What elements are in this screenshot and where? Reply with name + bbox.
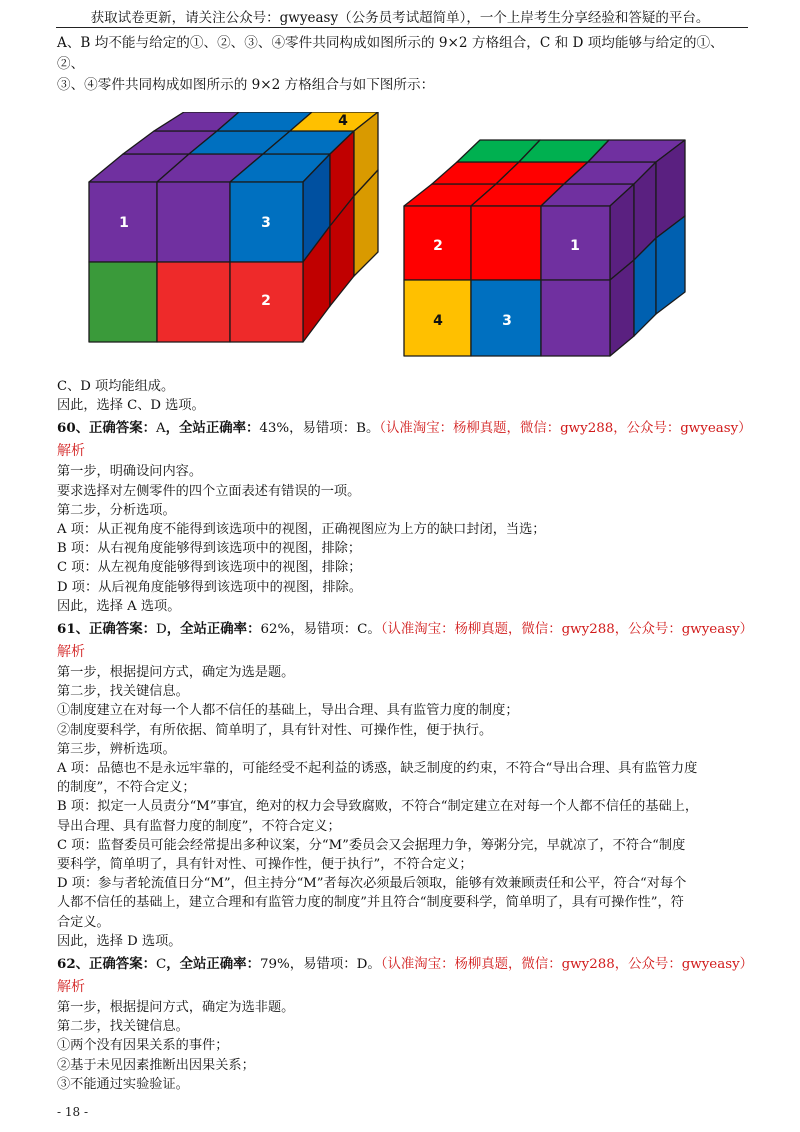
explanation-line: ①制度建立在对每一个人都不信任的基础上，导出合理、具有监管力度的制度； <box>57 703 519 719</box>
intro-line-1: A、B 均不能与给定的①、②、③、④零件共同构成如图所示的 9×2 方格组合，C 和 D 项均能够与给定的①、②、 <box>57 35 724 72</box>
explanation-line: C 项：从左视角度能够得到该选项中的视图，排除； <box>57 560 362 576</box>
q60-rate-label: ，全站正确率： <box>165 420 260 437</box>
left-front-cell <box>89 262 157 342</box>
explanation-line: ①两个没有因果关系的事件； <box>57 1038 229 1054</box>
explanation-line: C 项：监督委员可能会经常提出多种议案，分“M”委员会又会据理力争，筹粥分完，早就凉了，不符合“制度 <box>57 837 686 853</box>
q60-jiexi-heading: 解析 <box>57 443 85 460</box>
right-front-cell <box>541 280 610 356</box>
q59-tail-line-1: C、D 项均能组成。 <box>57 379 175 394</box>
q61-jiexi-heading: 解析 <box>57 644 85 661</box>
explanation-line: 因此，选择 A 选项。 <box>57 598 181 614</box>
explanation-line: 第一步，根据提问方式，确定为选非题。 <box>57 1000 295 1016</box>
explanation-line: 的制度”，不符合定义； <box>57 780 196 796</box>
left-label-1: 1 <box>119 215 129 231</box>
q61-answer: D <box>155 622 167 638</box>
q60-answer-line <box>57 418 750 439</box>
explanation-line: 第三步，辨析选项。 <box>57 741 176 757</box>
explanation-line: B 项：从右视角度能够得到该选项中的视图，排除； <box>57 541 362 557</box>
left-label-2: 2 <box>261 293 271 309</box>
explanation-line: 第二步，分析选项。 <box>57 502 176 518</box>
right-label-2: 2 <box>433 238 443 254</box>
right-front-cell <box>471 206 541 280</box>
explanation-line: 合定义。 <box>57 914 110 930</box>
explanation-line: 因此，选择 D 选项。 <box>57 933 182 949</box>
explanation-line: ③不能通过实验验证。 <box>57 1076 189 1092</box>
explanation-line: D 项：从后视角度能够得到该选项中的视图，排除。 <box>57 579 362 595</box>
q61-explanation <box>57 663 750 951</box>
cube-figure <box>57 112 750 375</box>
q61-rate-label: ，全站正确率： <box>166 621 261 638</box>
q62-label: 62、正确答案： <box>57 956 156 973</box>
q62-rate: 79% <box>259 957 290 973</box>
explanation-line: 要求选择对左侧零件的四个立面表述有错误的一项。 <box>57 483 361 499</box>
q62-answer-line <box>57 954 754 975</box>
q60-rate: 43% <box>259 421 290 437</box>
q62-wrong: ，易错项：D。 <box>289 957 381 973</box>
q62-rate-label: ，全站正确率： <box>166 956 260 973</box>
q62-explanation <box>57 998 750 1094</box>
q62-promo: （认准淘宝：杨柳真题，微信：gwy288，公众号：gwyeasy） <box>380 957 754 973</box>
explanation-line: 第一步，根据提问方式，确定为选是题。 <box>57 665 295 681</box>
explanation-line: 第一步，明确设问内容。 <box>57 464 203 480</box>
explanation-line: 第二步，找关键信息。 <box>57 684 189 700</box>
q61-rate: 62% <box>260 622 291 638</box>
explanation-line: 人都不信任的基础上，建立合理和有监管力度的制度”并且符合“制度要科学，简单明了，具有可操作性”，符 <box>57 895 684 911</box>
q59-tail-line-2: 因此，选择 C、D 选项。 <box>57 398 205 414</box>
page-header: 获取试卷更新，请关注公众号：gwyeasy（公务员考试超简单），一个上岸考生分享经验和答疑的平台。 <box>90 10 710 26</box>
q61-promo: （认准淘宝：杨柳真题，微信：gwy288，公众号：gwyeasy） <box>380 622 754 638</box>
explanation-line: A 项：从正视角度不能得到该选项中的视图，正确视图应为上方的缺口封闭，当选； <box>57 522 546 538</box>
intro-line-2: ③、④零件共同构成如图所示的 9×2 方格组合与如下图所示： <box>57 77 435 93</box>
explanation-line: 要科学，简单明了，具有针对性、可操作性，便于执行”，不符合定义； <box>57 857 473 873</box>
q60-label: 60、正确答案： <box>57 420 156 437</box>
right-label-3: 3 <box>502 313 512 329</box>
q61-label: 61、正确答案： <box>57 621 156 638</box>
header-rule <box>56 27 748 28</box>
left-front-cell <box>157 262 230 342</box>
left-label-3: 3 <box>261 215 271 231</box>
q62-jiexi-heading: 解析 <box>57 979 85 996</box>
cube-figure-svg <box>57 112 750 375</box>
right-label-1: 1 <box>570 238 580 254</box>
explanation-line: 导出合理、具有监督力度的制度”，不符合定义； <box>57 818 341 834</box>
left-front-cell <box>157 182 230 262</box>
left-label-4: 4 <box>338 113 348 129</box>
explanation-line: ②基于未见因素推断出因果关系； <box>57 1057 255 1073</box>
explanation-line: A 项：品德也不是永远牢靠的，可能经受不起利益的诱惑，缺乏制度的约束，不符合“导出合理、具有监管力度 <box>57 761 698 777</box>
explanation-line: ②制度要科学，有所依据、简单明了，具有针对性、可操作性，便于执行。 <box>57 722 493 738</box>
q60-explanation <box>57 462 750 616</box>
page-content <box>57 33 754 1094</box>
q60-answer: A <box>155 421 166 437</box>
explanation-line: 第二步，找关键信息。 <box>57 1019 189 1035</box>
explanation-line: B 项：拟定一人员责分“M”事宜，绝对的权力会导致腐败，不符合“制定建立在对每一个人都不信任的基础上， <box>57 799 699 815</box>
explanation-line: D 项：参与者轮流值日分“M”，但主持分“M”者每次必须最后领取，能够有效兼顾责任和公平，符合“对每个 <box>57 876 687 892</box>
q62-answer: C <box>155 957 167 973</box>
right-label-4: 4 <box>433 313 443 329</box>
page-number: - 18 - <box>57 1105 89 1119</box>
q60-promo: （认准淘宝：杨柳真题，微信：gwy288，公众号：gwyeasy） <box>379 421 752 437</box>
q61-wrong: ，易错项：C。 <box>290 622 381 638</box>
q61-answer-line <box>57 619 754 640</box>
q60-wrong: ，易错项：B。 <box>289 421 380 437</box>
